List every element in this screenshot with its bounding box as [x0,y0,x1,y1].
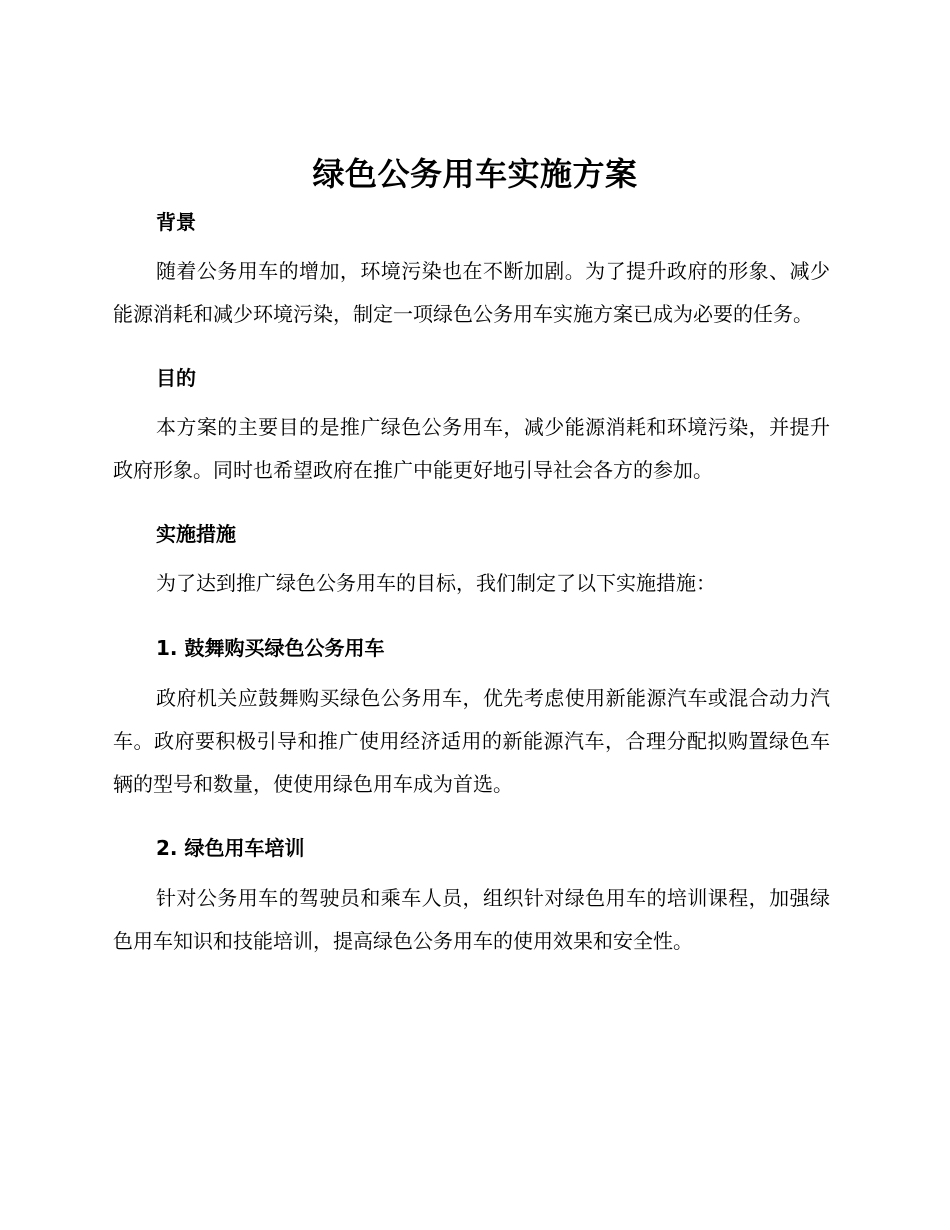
paragraph-measures-intro: 为了达到推广绿色公务用车的目标，我们制定了以下实施措施： [156,571,716,595]
measure-heading-purchase: 1. 鼓舞购买绿色公务用车 [156,636,385,660]
paragraph-background: 随着公务用车的增加，环境污染也在不断加剧。为了提升政府的形象、减少能源消耗和减少环境污染，制定一项绿色公务用车实施方案已成为必要的任务。 [113,259,830,326]
document-title: 绿色公务用车实施方案 [312,155,638,193]
section-heading-purpose: 目的 [156,366,196,390]
paragraph-purpose: 本方案的主要目的是推广绿色公务用车，减少能源消耗和环境污染，并提升政府形象。同时也希望政府在推广中能更好地引导社会各方的参加。 [113,415,830,482]
section-heading-measures: 实施措施 [156,522,236,546]
measure-heading-training: 2. 绿色用车培训 [156,836,305,860]
paragraph-measure-training: 针对公务用车的驾驶员和乘车人员，组织针对绿色用车的培训课程，加强绿色用车知识和技能培训，提高绿色公务用车的使用效果和安全性。 [113,886,830,953]
paragraph-measure-purchase: 政府机关应鼓舞购买绿色公务用车，优先考虑使用新能源汽车或混合动力汽车。政府要积极引导和推广使用经济适用的新能源汽车，合理分配拟购置绿色车辆的型号和数量，使使用绿色用车成为首选。 [113,686,830,796]
section-heading-background: 背景 [156,210,196,234]
